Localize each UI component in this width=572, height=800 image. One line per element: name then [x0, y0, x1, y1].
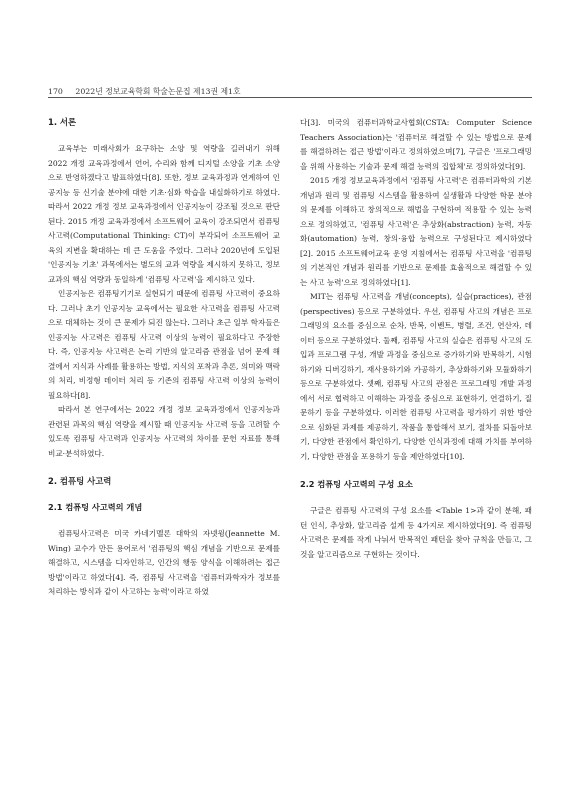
section-2-heading: 2. 컴퓨팅 사고력 [48, 476, 112, 486]
right-column [300, 116, 532, 562]
ct-concept-paragraph-3: 2015 개정 정보교육과정에서 '컴퓨팅 사고력'은 컴퓨터과학의 기본 개념과 원리 및 컴퓨팅 시스템을 활용하여 실생활과 다양한 학문 분야의 문제를 이해하고 창의적으로 해법을 구현하여 적용할 수 있는 능력으로 정의하였고, '컴퓨팅 사고력'은 추상화(abstraction) 능력, 자동화(automation) 능력, 창의·융합 능력으로 구성된다고 제시하였다[2]. 2015 소프트웨어교육 운영 지침에서는 컴퓨팅 사고력을 '컴퓨팅의 기본적인 개념과 원리를 기반으로 문제를 효율적으로 해결할 수 있는 사고 능력'으로 정의하였다[1]. [300, 176, 532, 287]
intro-paragraph-1: 교육부는 미래사회가 요구하는 소양 및 역량을 길러내기 위해 2022 개정 교육과정에서 언어, 수리와 함께 디지털 소양을 기초 소양으로 반영하겠다고 발표하였다[8]. 또한, 정보 교육과정과 연계하여 인공지능 등 신기술 분야에 대한 기초·심화 학습을 내실화하기로 하였다. 따라서 2022 개정 정보 교육과정에서 인공지능이 강조될 것으로 판단된다. 2015 개정 교육과정에서 소프트웨어 교육이 강조되면서 컴퓨팅 사고력(Computational Thinking: CT)이 부각되어 소프트웨어 교육의 지변을 확대하는 데 큰 도움을 주었다. 그러나 2020년에 도입된 '인공지능 기초' 과목에서는 별도의 교과 역량을 제시하지 못하고, 정보 교과의 핵심 역량과 동일하게 '컴퓨팅 사고력'을 제시하고 있다. [48, 144, 280, 284]
page-number: 170 [48, 87, 63, 96]
running-header [48, 86, 532, 97]
header-rule [48, 97, 532, 98]
subsection-2-2-heading: 2.2 컴퓨팅 사고력의 구성 요소 [300, 479, 413, 489]
ct-concept-paragraph-2: 다[3]. 미국의 컴퓨터과학교사협회(CSTA: Computer Science Teachers Association)는 '컴퓨터로 해결할 수 있는 방법으로 문제를 해결하려는 접근 방법'이라고 정의하였으며[7], 구글은 '프로그래밍을 위해 사용하는 기술과 문제 해결 능력의 집합체'로 정의하였다[9]. [300, 118, 532, 171]
left-column [48, 116, 280, 600]
ct-concept-paragraph-1: 컴퓨팅사고력은 미국 카네기멜론 대학의 자넷윙(Jeannette M. Wing) 교수가 만든 용어로서 '컴퓨팅의 핵심 개념을 기반으로 문제를 해결하고, 시스템을 디자인하고, 인간의 행동 양식을 이해하려는 접근 방법'이라고 하였다[4]. 즉, 컴퓨팅 사고력을 '컴퓨터과학자가 정보를 처리하는 방식과 같이 사고하는 능력'이라고 하였 [48, 529, 280, 596]
journal-title: 2022년 정보교육학회 학술논문집 제13권 제1호 [75, 87, 241, 96]
intro-paragraph-3: 따라서 본 연구에서는 2022 개정 정보 교육과정에서 인공지능과 관련된 과목의 핵심 역량을 제시할 때 인공지능 사고력 등을 고려할 수 있도록 컴퓨팅 사고력과 인공지능 사고력의 차이를 문헌 자료를 통해 비교·분석하였다. [48, 405, 280, 458]
subsection-2-1-heading: 2.1 컴퓨팅 사고력의 개념 [48, 502, 143, 512]
intro-paragraph-2: 인공지능은 컴퓨팅기기로 실현되기 때문에 컴퓨팅 사고력이 중요하다. 그러나 초기 인공지능 교육에서는 필요한 사고력을 컴퓨팅 사고력으로 대체하는 것이 큰 문제가 되진 않는다. 그러나 초근 일부 학자들은 인공지능 사고력은 컴퓨팅 사고력 이상의 능력이 필요하다고 주장한다. 즉, 인공지능 사고력은 논리 기반의 알고리즘 관점을 넘어 문제 해결에서 지식과 사례를 활용하는 방법, 지식의 포착과 추론, 의미와 맥락의 처리, 비정형 데이터 처리 등 기존의 컴퓨팅 사고력 이상의 능력이 필요하다[8]. [48, 289, 280, 400]
ct-concept-paragraph-4: MIT는 컴퓨팅 사고력을 개념(concepts), 실습(practices), 관점(perspectives) 등으로 구분하였다. 우선, 컴퓨팅 사고의 개념은 프로그래밍의 요소를 중심으로 순차, 반복, 이벤트, 병렬, 조건, 연산자, 데이터 등으로 구분하였다. 둘째, 컴퓨팅 사고의 실습은 컴퓨팅 사고의 도입과 프로그램 구성, 개발 과정을 중심으로 증가하기와 반복하기, 시험하기와 디버깅하기, 재사용하기와 가공하기, 추상화하기와 모듈화하기 등으로 구분하였다. 셋째, 컴퓨팅 사고의 관점은 프로그래밍 개발 과정에서 서로 협력하고 이해하는 과정을 중심으로 표현하기, 연결하기, 질문하기 등을 구분하였다. 이러한 컴퓨팅 사고력을 평가하기 위한 방안으로 심화된 과제를 제공하기, 작품을 통합해서 보기, 절차를 되돌아보기, 다양한 관점에서 확인하기, 다양한 인식과정에 대해 가치를 부여하기, 다양한 관점을 포용하기 등을 제안하였다[10]. [300, 292, 532, 461]
section-1-heading: 1. 서론 [48, 117, 77, 127]
ct-components-paragraph: 구글은 컴퓨팅 사고력의 구성 요소를 <Table 1>과 같이 분해, 패턴 인식, 추상화, 알고리즘 설계 등 4가지로 제시하였다[9]. 즉 컴퓨팅 사고력은 문제를 작게 나눠서 반복적인 패턴을 찾아 규칙을 만들고, 그것을 알고리즘으로 구현하는 것이다. [300, 506, 532, 559]
